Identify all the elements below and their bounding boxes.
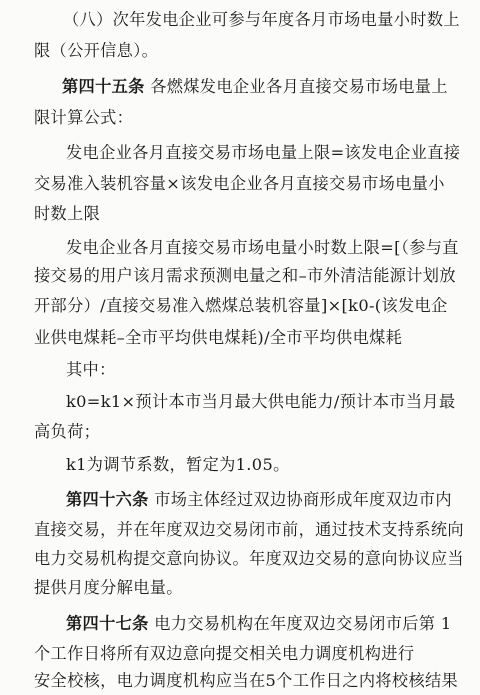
formula-2-line-3: 开部分）/直接交易准入燃煤总装机容量]×[k0-(该发电企 xyxy=(34,296,448,315)
article-47-line-1 xyxy=(66,612,451,636)
formula-1-line-3: 时数上限 xyxy=(34,204,101,223)
formula-2-line-4: 业供电煤耗–全市平均供电煤耗)/全市平均供电煤耗 xyxy=(34,328,403,347)
article-46-line-1 xyxy=(66,488,452,512)
article-47-line-3: 安全校核，电力调度机构应当在5个工作日之内将校核结果 xyxy=(34,671,459,690)
k1-line: k1为调节系数，暂定为1.05。 xyxy=(66,455,290,474)
formula-2-line-1: 发电企业各月直接交易市场电量小时数上限=[（参与直 xyxy=(66,238,459,257)
article-46-text: 市场主体经过双边协商形成年度双边市内 xyxy=(154,490,452,509)
clause-8-line-1: （八）次年发电企业可参与年度各月市场电量小时数上 xyxy=(63,10,460,29)
article-45-line-2: 限计算公式： xyxy=(34,108,134,127)
k0-line-2: 高负荷； xyxy=(34,422,101,441)
article-46-line-2: 直接交易，并在年度双边交易闭市前，通过技术支持系统向 xyxy=(34,520,464,539)
article-46-line-4: 提供月度分解电量。 xyxy=(34,578,183,597)
article-45-text: 各燃煤发电企业各月直接交易市场电量上 xyxy=(150,77,448,96)
k0-line-1: k0=k1×预计本市当月最大供电能力/预计本市当月最 xyxy=(66,392,456,411)
article-45-heading: 第四十五条 xyxy=(62,77,145,96)
formula-1-line-2: 交易准入装机容量×该发电企业各月直接交易市场电量小 xyxy=(34,174,445,193)
where-label: 其中： xyxy=(66,360,116,379)
formula-1-line-1: 发电企业各月直接交易市场电量上限=该发电企业直接 xyxy=(66,143,461,162)
article-46-line-3: 电力交易机构提交意向协议。年度双边交易的意向协议应当 xyxy=(34,549,464,568)
formula-2-line-2: 接交易的用户该月需求预测电量之和–市外清洁能源计划放 xyxy=(34,266,456,285)
article-45-line-1 xyxy=(62,75,448,99)
article-47-line-2: 个工作日将所有双边意向提交相关电力调度机构进行 xyxy=(34,644,415,663)
article-47-heading: 第四十七条 xyxy=(66,614,149,633)
article-47-text: 电力交易机构在年度双边交易闭市后第 1 xyxy=(154,614,452,633)
clause-8-line-2: 限（公开信息）。 xyxy=(34,41,159,60)
article-46-heading: 第四十六条 xyxy=(66,490,149,509)
